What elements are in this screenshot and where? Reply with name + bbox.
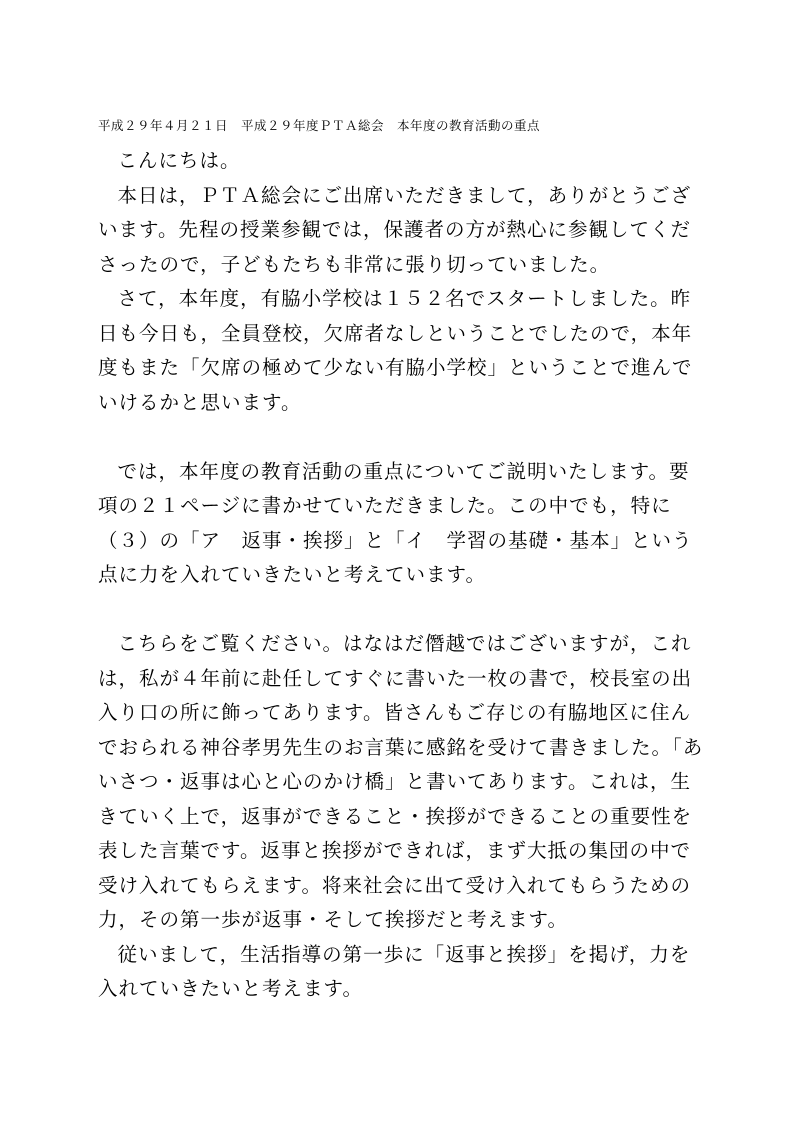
paragraph-enrollment: さて，本年度，有脇小学校は１５２名でスタートしました。昨日も今日も，全員登校，欠席者なしということでしたので，本年度もまた「欠席の極めて少ない有脇小学校」ということで進んでいけるかと思います。 [98,287,693,414]
paragraph-priorities: では，本年度の教育活動の重点についてご説明いたします。要項の２１ページに書かせていただきました。この中でも，特に（３）の「ア 返事・挨拶」と「イ 学習の基礎・基本」という点に力を入れていきたいと考えています。 [98,459,693,586]
paragraph-spacer [98,593,710,628]
paragraph-conclusion: 従いまして，生活指導の第一歩に「返事と挨拶」を掲げ，力を入れていきたいと考えます。 [98,942,691,1000]
paragraph-greeting: こんにちは。 [117,149,241,172]
paragraph-thanks: 本日は，ＰＴＡ総会にご出席いただきまして，ありがとうございます。先程の授業参観では，保護者の方が熱心に参観してくださったので，子どもたちも非常に張り切っていました。 [98,183,692,276]
document-header: 平成２９年４月２１日 平成２９年度ＰＴＡ総会 本年度の教育活動の重点 [98,118,541,133]
paragraph-calligraphy: こちらをご覧ください。はなはだ僭越ではございますが，これは，私が４年前に赴任してすぐに書いた一枚の書で，校長室の出入り口の所に飾ってあります。皆さんもご存じの有脇地区に住んでおられる神谷孝男先生のお言葉に感銘を受けて書きました。「あいさつ・返事は心と心のかけ橋」と書いてあります。これは，生きていく上で，返事ができること・挨拶ができることの重要性を表した言葉です。返事と挨拶ができれば，まず大抵の集団の中で受け入れてもらえます。将来社会に出て受け入れてもらうための力，その第一歩が返事・そして挨拶だと考えます。 [98,632,704,931]
document-body [98,144,710,1007]
paragraph-spacer [98,420,710,455]
